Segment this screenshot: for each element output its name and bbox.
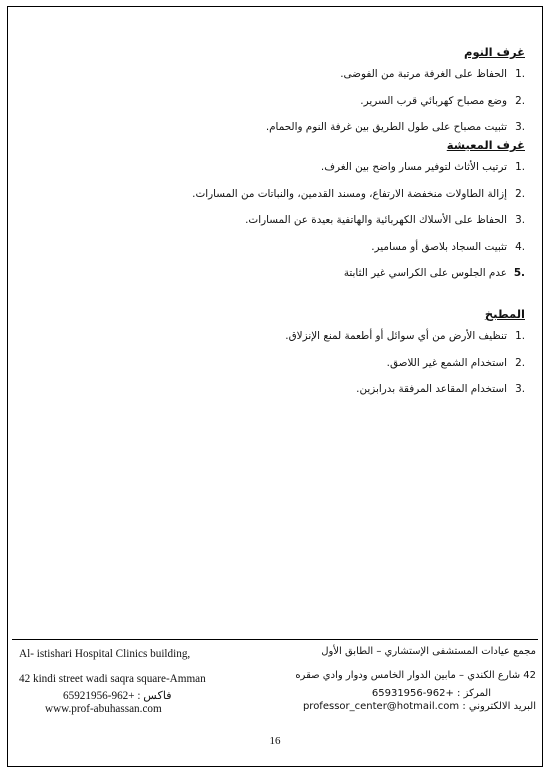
list-item: .3 تثبيت مصباح على طول الطريق بين غرفة النوم والحمام.	[265, 121, 525, 133]
footer-divider	[12, 639, 538, 640]
list-item: .2 وضع مصباح كهربائي قرب السرير.	[360, 94, 525, 107]
list-item: .2 إزالة الطاولات منخفضة الارتفاع، ومسند القدمين، والنباتات من المسارات.	[192, 187, 525, 200]
item-list	[285, 329, 525, 396]
footer-address-street: 42 kindi street wadi saqra square-Amman	[19, 673, 206, 685]
section-title: غرف النوم	[464, 45, 525, 59]
list-item: .5 عدم الجلوس على الكراسي غير الثابتة	[343, 267, 525, 279]
footer-address-building: Al- istishari Hospital Clinics building,	[19, 648, 191, 660]
footer-website: www.prof-abuhassan.com	[45, 703, 162, 715]
item-list	[266, 67, 525, 134]
list-item: .3 الحفاظ على الأسلاك الكهربائية والهاتفية بعيدة عن المسارات.	[245, 214, 525, 226]
footer-arabic	[266, 645, 536, 713]
section-living-rooms	[192, 137, 525, 293]
list-item: .1 الحفاظ على الغرفة مرتبة من الفوضى.	[340, 68, 525, 80]
list-item: .4 تثبيت السجاد بلاصق أو مسامير.	[371, 240, 525, 253]
list-item: .2 استخدام الشمع غير اللاصق.	[386, 356, 525, 369]
footer-ar-street: 42 شارع الكندي – مابين الدوار الخامس ودوار وادي صقره	[295, 670, 536, 681]
section-title: المطبخ	[484, 307, 525, 321]
item-list	[192, 160, 525, 280]
list-item: .1 ترتيب الأثاث لتوفير مسار واضح بين الغرف.	[320, 161, 525, 173]
footer-fax: فاكس : +962-65921956	[63, 690, 172, 702]
section-bedrooms	[266, 44, 525, 147]
footer-ar-building: مجمع عيادات المستشفى الإستشاري – الطابق الأول	[321, 646, 536, 657]
section-kitchen	[285, 306, 525, 409]
footer-ar-phone: المركز : +962-65931956	[371, 688, 491, 699]
footer-ar-email: البريد الالكتروني : professor_center@hotmail.com	[302, 701, 536, 712]
section-title: غرف المعيشة	[446, 138, 525, 152]
page-number: 16	[269, 735, 281, 747]
footer-english	[19, 648, 239, 716]
list-item: .3 استخدام المقاعد المرفقة بدرابزين.	[356, 383, 525, 395]
list-item: .1 تنظيف الأرض من أي سوائل أو أطعمة لمنع الإنزلاق.	[285, 330, 525, 342]
